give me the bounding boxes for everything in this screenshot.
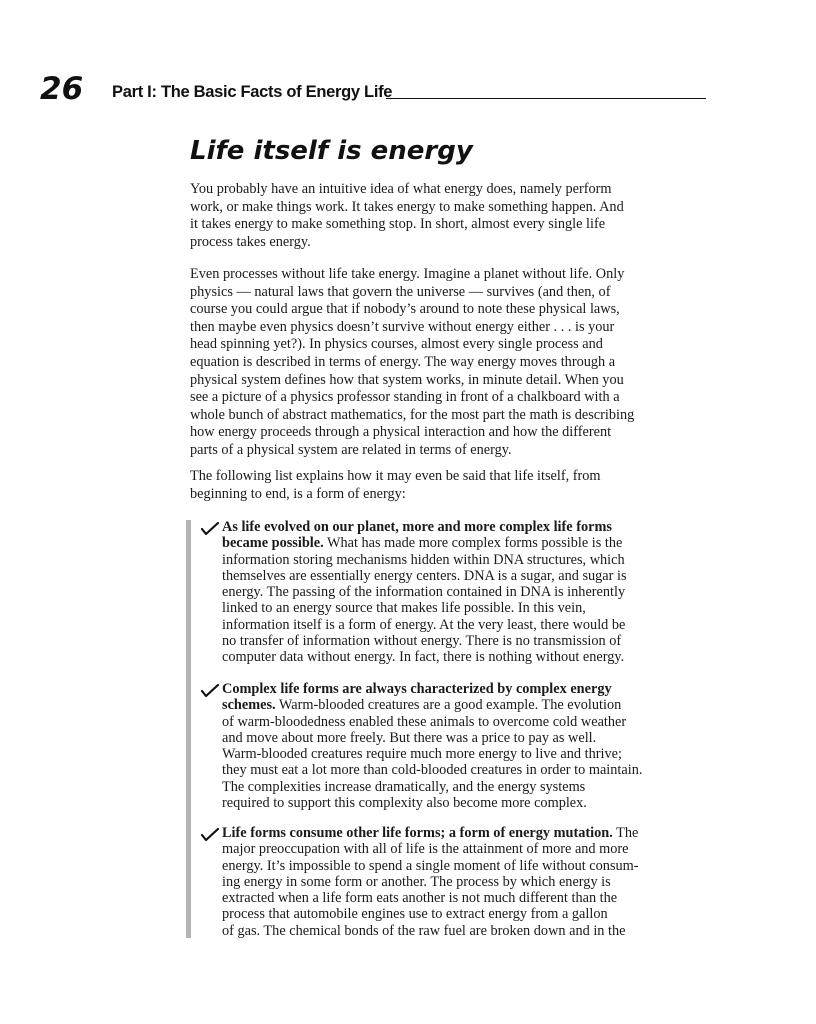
list-item-text [222,825,712,939]
running-head-title: Part I: The Basic Facts of Energy Life [112,83,393,101]
lead-phrase: became possible. [222,535,324,552]
text-line: process that automobile engines use to extract energy from a gallon [222,906,608,923]
text-line: Even processes without life take energy. Imagine a planet without life. Only [190,266,625,282]
check-bullet-icon [201,521,219,535]
text-line: computer data without energy. In fact, there is nothing without energy. [222,649,625,666]
list-sidebar-bar [186,520,191,938]
text-line: energy. It’s impossible to spend a single moment of life without consum- [222,857,639,874]
text-line: The following list explains how it may even be said that life itself, from [190,468,601,484]
text-line: then maybe even physics doesn’t survive without energy either . . . is your [190,318,615,335]
text-line: energy. The passing of the information contained in DNA is inherently [222,584,626,601]
text-line: and move about more freely. But there was a price to pay as well. [222,729,597,746]
section-title: Life itself is energy [190,136,473,166]
header-rule [386,98,706,99]
text-line: extracted when a life form eats another is not much different than the [222,890,618,907]
lead-phrase: schemes. [222,697,276,714]
text-line: physical system defines how that system works, in minute detail. When you [190,371,624,388]
text-line: major preoccupation with all of life is the attainment of more and more [222,841,629,858]
text-line: it takes energy to make something stop. In short, almost every single life [190,216,606,233]
text-line: see a picture of a physics professor standing in front of a chalkboard with a [190,389,620,406]
lead-phrase: Complex life forms are always characterized by complex energy [222,681,612,697]
text-line: beginning to end, is a form of energy: [190,485,406,502]
text-line: no transfer of information without energy. There is no transmission of [222,633,622,650]
text-line: schemes. Warm-blooded creatures are a good example. The evolution [222,697,622,714]
check-bullet-icon [201,683,219,697]
text-line: The complexities increase dramatically, and the energy systems [222,778,586,795]
paragraph-list-intro [190,468,710,503]
text-line: physics — natural laws that govern the universe — survives (and then, of [190,283,611,300]
text-line: You probably have an intuitive idea of what energy does, namely perform [190,181,612,197]
lead-phrase: As life evolved on our planet, more and more complex life forms [222,519,612,535]
text-line [222,519,712,535]
text-line: Life forms consume other life forms; a form of energy mutation. The [222,825,639,841]
text-line: work, or make things work. It takes energy to make something happen. And [190,198,624,215]
text-line [222,681,712,697]
text-line: they must eat a lot more than cold-blooded creatures in order to maintain. [222,762,643,779]
text-line: Warm-blooded creatures require much more energy to live and thrive; [222,746,622,763]
text-line: how energy proceeds through a physical interaction and how the different [190,424,612,441]
lead-phrase: Life forms consume other life forms; a form of energy mutation. [222,825,613,841]
text-line: information itself is a form of energy. At the very least, there would be [222,616,626,633]
text-line: whole bunch of abstract mathematics, for the most part the math is describing [190,406,635,423]
text-line: linked to an energy source that makes life possible. In this vein, [222,600,586,617]
text-line: equation is described in terms of energy. The way energy moves through a [190,353,616,370]
text-line: parts of a physical system are related in terms of energy. [190,441,512,458]
text-line: information storing mechanisms hidden within DNA structures, which [222,551,625,568]
paragraph-physics [190,266,710,460]
text-line: required to support this complexity also become more complex. [222,795,587,812]
text-line: became possible. What has made more complex forms possible is the [222,535,623,552]
page-number: 26 [40,71,84,107]
text-line: course you could argue that if nobody’s around to note these physical laws, [190,301,620,318]
text-line: head spinning yet?). In physics courses, almost every single process and [190,336,603,353]
list-item-text [222,519,712,666]
paragraph-intro [190,181,710,251]
check-bullet-icon [201,827,219,841]
text-line: of warm-bloodedness enabled these animals to overcome cold weather [222,713,627,730]
text-line: themselves are essentially energy centers. DNA is a sugar, and sugar is [222,567,627,584]
list-item-text [222,681,712,811]
text-line: process takes energy. [190,233,311,250]
text-line: ing energy in some form or another. The process by which energy is [222,873,611,890]
text-line: of gas. The chemical bonds of the raw fuel are broken down and in the [222,922,626,939]
